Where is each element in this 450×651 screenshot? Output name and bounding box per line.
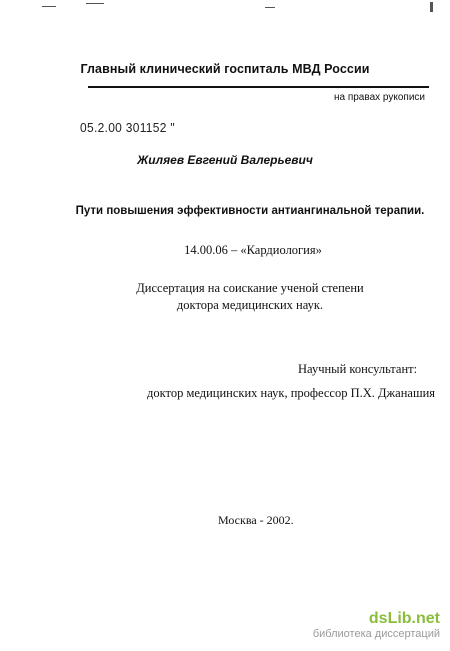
degree-statement bbox=[0, 280, 450, 314]
watermark-logo-text: dsLib.net bbox=[368, 610, 440, 627]
watermark-logo bbox=[313, 610, 440, 641]
scan-artifacts bbox=[0, 0, 450, 14]
degree-line-2: доктора медицинских наук. bbox=[176, 298, 324, 312]
watermark-subtitle: библиотека диссертаций bbox=[312, 628, 440, 640]
place-and-year: Москва - 2002. bbox=[218, 513, 294, 527]
institution-name: Главный клинический госпиталь МВД России bbox=[80, 62, 370, 76]
registration-stamp: 05.2.00 301152 " bbox=[80, 120, 175, 136]
specialty-code: 14.00.06 – «Кардиология» bbox=[184, 243, 322, 257]
degree-line-1: Диссертация на соискание ученой степени bbox=[136, 281, 364, 295]
header-rule bbox=[88, 86, 429, 88]
consultant-label: Научный консультант: bbox=[298, 362, 418, 376]
manuscript-note: на правах рукописи bbox=[333, 92, 425, 103]
author-name: Жиляев Евгений Валерьевич bbox=[137, 153, 313, 167]
consultant-name: доктор медицинских наук, профессор П.Х. Джанашия bbox=[147, 386, 436, 400]
dissertation-title: Пути повышения эффективности антиангинальной терапии. bbox=[75, 205, 425, 217]
